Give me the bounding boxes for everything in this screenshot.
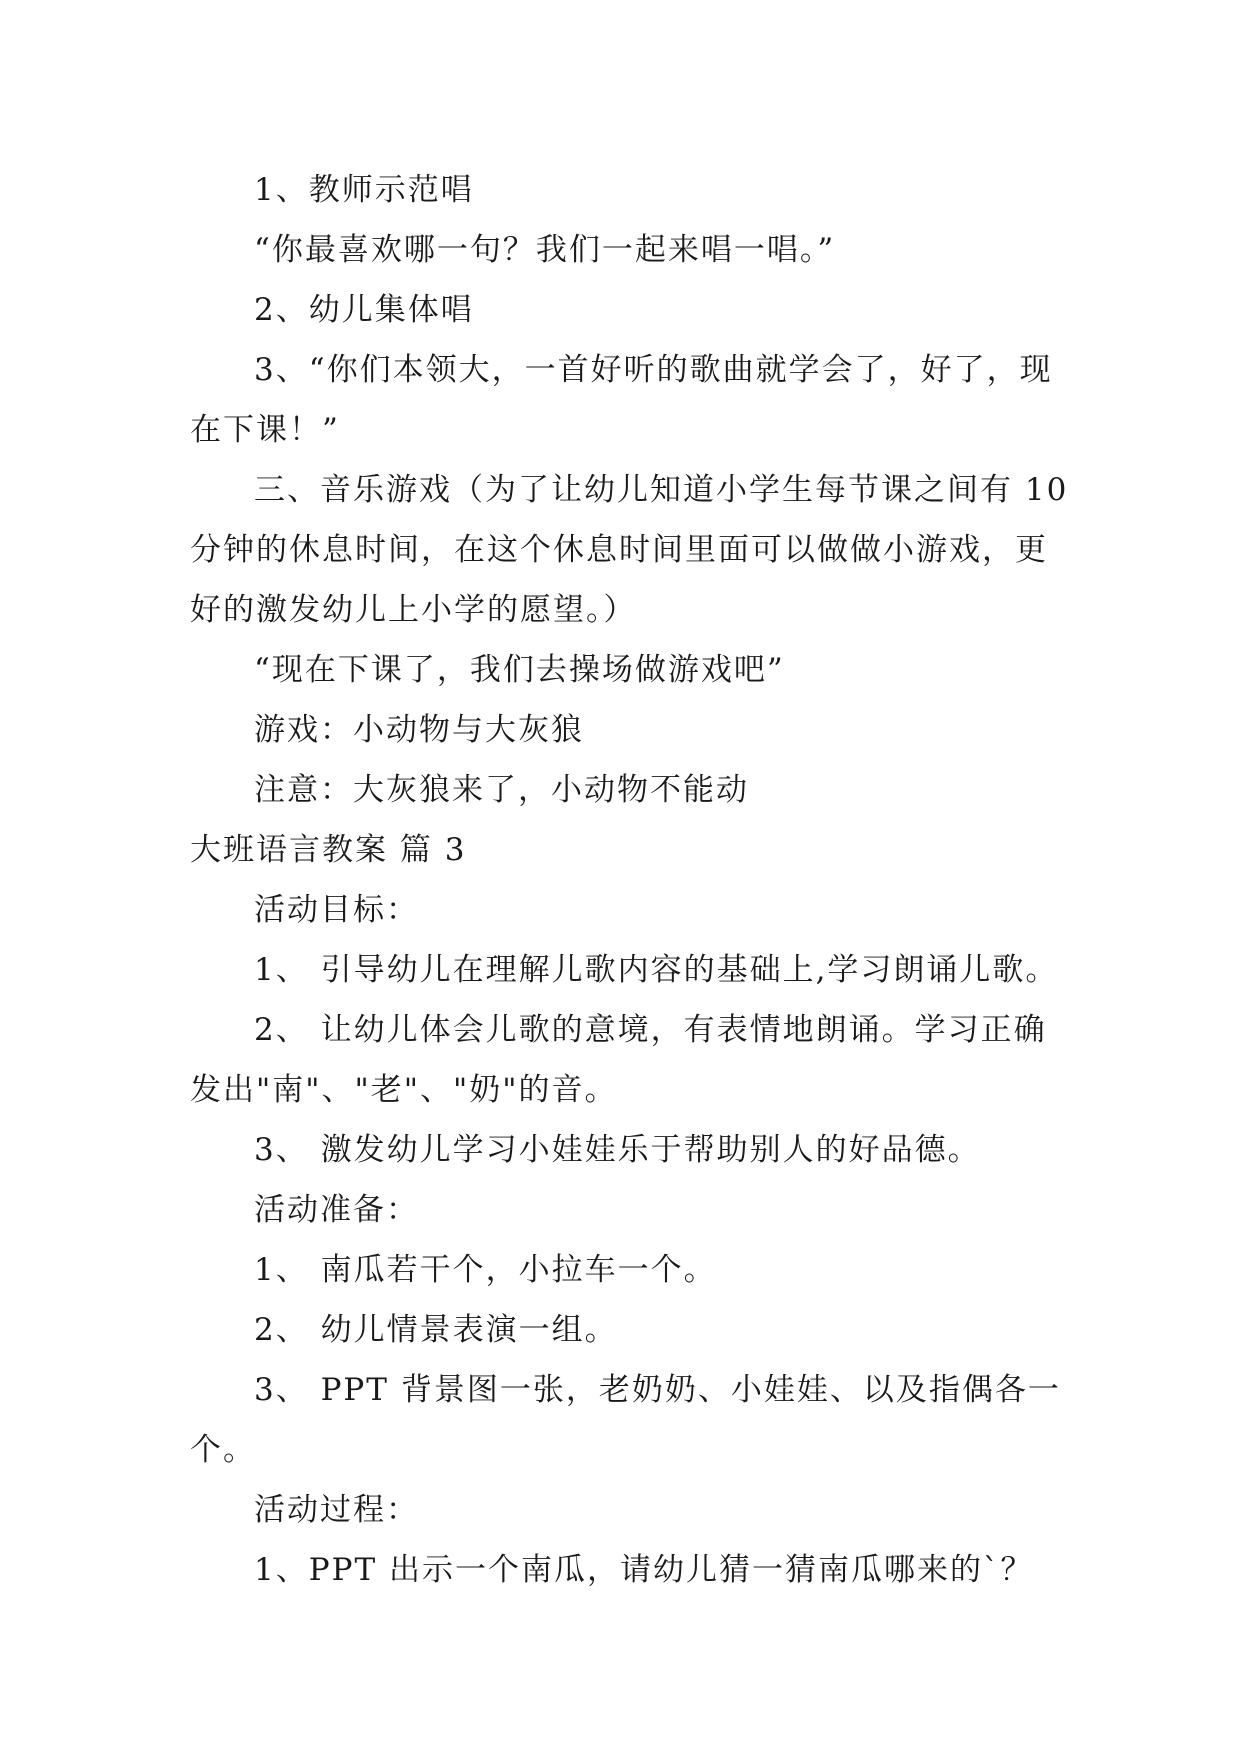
- text-line: 大班语言教案 篇 3: [190, 832, 467, 868]
- text-line: 个。: [190, 1432, 256, 1468]
- text-line: 2、 幼儿情景表演一组。: [254, 1312, 618, 1348]
- text-line: 好的激发幼儿上小学的愿望。）: [190, 592, 637, 628]
- text-line: 3、“你们本领大，一首好听的歌曲就学会了，好了，现: [254, 352, 1053, 388]
- text-line: 游戏：小动物与大灰狼: [254, 712, 584, 748]
- text-line: 3、 激发幼儿学习小娃娃乐于帮助别人的好品德。: [254, 1132, 981, 1168]
- text-line: 活动目标：: [254, 892, 419, 928]
- document-body: [190, 160, 1069, 1600]
- text-line: 1、 引导幼儿在理解儿歌内容的基础上,学习朗诵儿歌。: [254, 952, 1059, 988]
- text-line: 2、幼儿集体唱: [254, 292, 474, 328]
- text-line: 2、 让幼儿体会儿歌的意境，有表情地朗诵。学习正确: [254, 1012, 1047, 1048]
- text-line: 分钟的休息时间，在这个休息时间里面可以做做小游戏，更: [190, 532, 1048, 568]
- text-line: 注意：大灰狼来了，小动物不能动: [254, 772, 749, 808]
- text-line: 活动准备：: [254, 1192, 419, 1228]
- text-line: 3、 PPT 背景图一张，老奶奶、小娃娃、以及指偶各一: [254, 1372, 1061, 1408]
- text-line: 活动过程：: [254, 1492, 419, 1528]
- text-line: 在下课！”: [190, 412, 340, 448]
- text-line: 发出"南"、"老"、"奶"的音。: [190, 1072, 618, 1108]
- text-line: 1、教师示范唱: [254, 172, 474, 208]
- text-line: 三、音乐游戏（为了让幼儿知道小学生每节课之间有 10: [254, 472, 1069, 508]
- text-line: 1、 南瓜若干个，小拉车一个。: [254, 1252, 717, 1288]
- text-line: “你最喜欢哪一句？我们一起来唱一唱。”: [254, 232, 836, 268]
- text-line: “现在下课了，我们去操场做游戏吧”: [254, 652, 785, 688]
- text-line: 1、PPT 出示一个南瓜，请幼儿猜一猜南瓜哪来的`？: [254, 1552, 1034, 1588]
